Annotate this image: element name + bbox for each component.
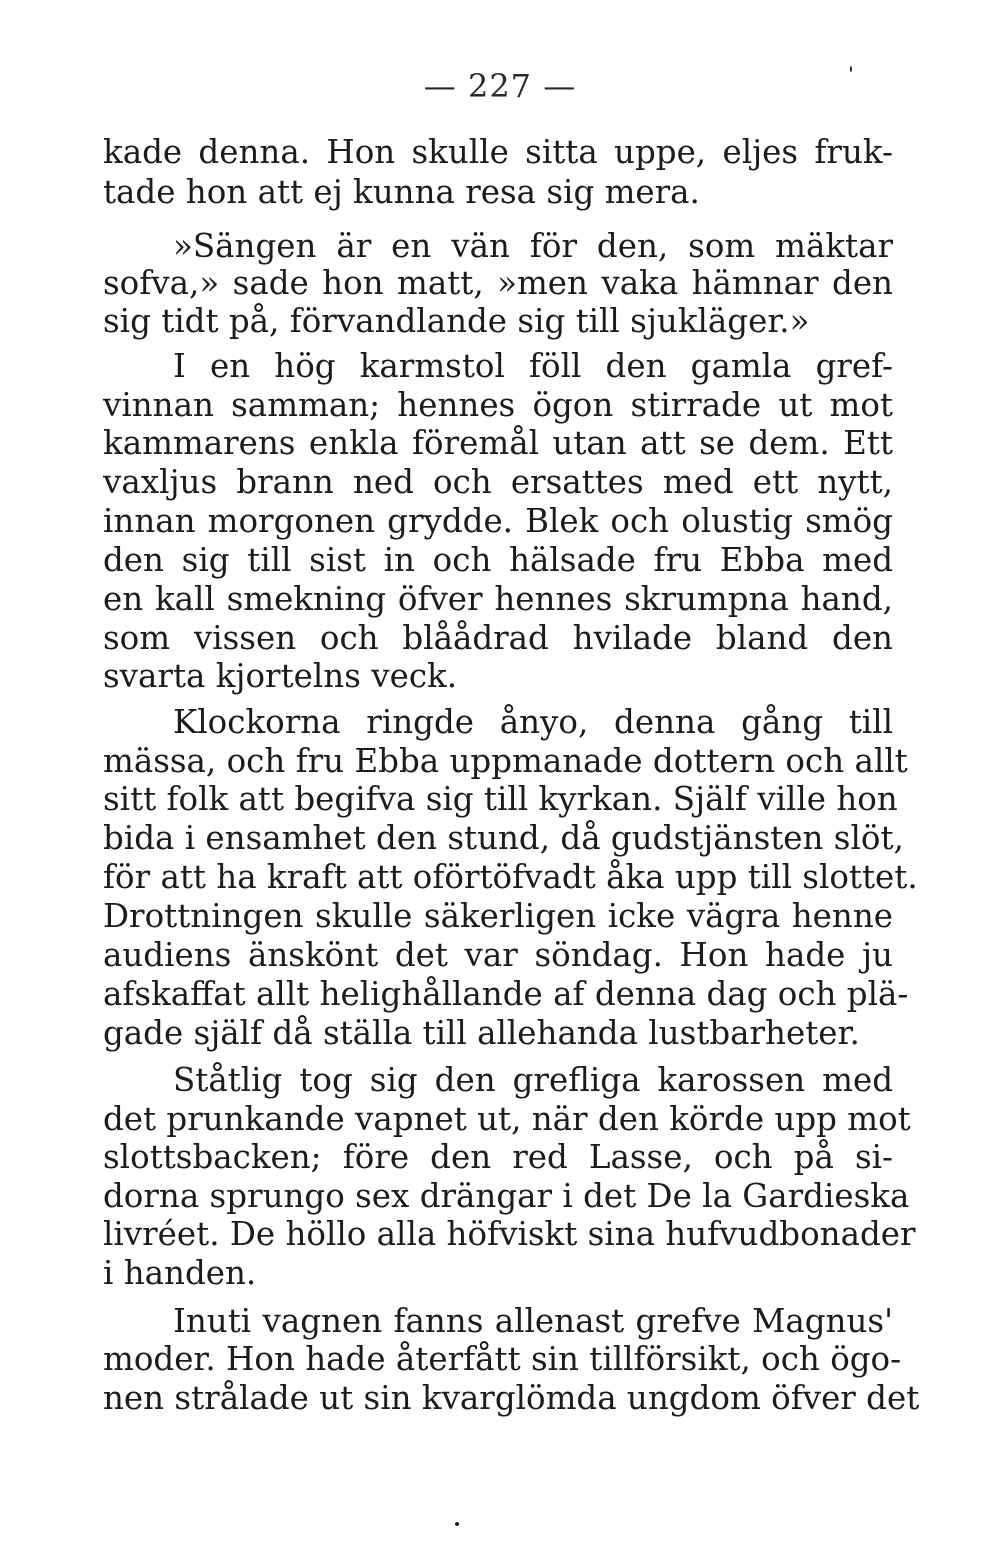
- text-line: sitt folk att begifva sig till kyrkan. Själf ville hon: [103, 780, 898, 818]
- text-line: slottsbacken; före den red Lasse, och på si-: [103, 1138, 893, 1176]
- ink-speck: [455, 1522, 459, 1526]
- text-line: mässa, och fru Ebba uppmanade dottern och allt: [103, 742, 908, 780]
- text-line: sofva,» sade hon matt, »men vaka hämnar den: [103, 264, 893, 302]
- text-line: vaxljus brann ned och ersattes med ett nytt,: [103, 463, 893, 501]
- text-line: afskaffat allt helighållande af denna dag och plä-: [103, 975, 909, 1013]
- text-line: innan morgonen grydde. Blek och olustig smög: [103, 502, 893, 540]
- text-line: kade denna. Hon skulle sitta uppe, eljes fruk-: [103, 133, 893, 171]
- text-line: den sig till sist in och hälsade fru Ebba med: [103, 541, 893, 579]
- text-line: »Sängen är en vän för den, som mäktar: [173, 227, 893, 265]
- text-line: nen strålade ut sin kvarglömda ungdom öfver det: [103, 1379, 920, 1417]
- text-line: dorna sprungo sex drängar i det De la Gardieska: [103, 1177, 910, 1215]
- text-line: som vissen och blåådrad hvilade bland den: [103, 619, 893, 657]
- text-line: I en hög karmstol föll den gamla gref-: [173, 347, 893, 385]
- text-line: kammarens enkla föremål utan att se dem. Ett: [103, 424, 893, 462]
- text-line: bida i ensamhet den stund, då gudstjänsten slöt,: [103, 819, 904, 857]
- text-line: moder. Hon hade återfått sin tillförsikt, och ögo-: [103, 1340, 902, 1378]
- text-line: tade hon att ej kunna resa sig mera.: [103, 173, 700, 211]
- text-line: svarta kjortelns veck.: [103, 657, 458, 695]
- text-line: livréet. De höllo alla höfviskt sina hufvudbonader: [103, 1215, 916, 1253]
- text-line: en kall smekning öfver hennes skrumpna hand,: [103, 580, 893, 618]
- text-line: för att ha kraft att oförtöfvadt åka upp till slottet.: [103, 858, 918, 896]
- text-line: sig tidt på, förvandlande sig till sjukläger.»: [103, 302, 810, 340]
- text-line: vinnan samman; hennes ögon stirrade ut mot: [103, 386, 893, 424]
- ink-speck: [850, 66, 852, 72]
- text-line: gade själf då ställa till allehanda lustbarheter.: [103, 1014, 860, 1052]
- page-number: — 227 —: [423, 67, 577, 105]
- text-line: Ståtlig tog sig den grefliga karossen med: [173, 1061, 893, 1099]
- text-line: Inuti vagnen fanns allenast grefve Magnus': [173, 1302, 893, 1340]
- text-line: audiens änskönt det var söndag. Hon hade ju: [103, 936, 893, 974]
- text-line: det prunkande vapnet ut, när den körde upp mot: [103, 1100, 911, 1138]
- text-line: Klockorna ringde ånyo, denna gång till: [173, 703, 893, 741]
- text-line: i handen.: [103, 1254, 257, 1292]
- text-line: Drottningen skulle säkerligen icke vägra henne: [103, 897, 893, 935]
